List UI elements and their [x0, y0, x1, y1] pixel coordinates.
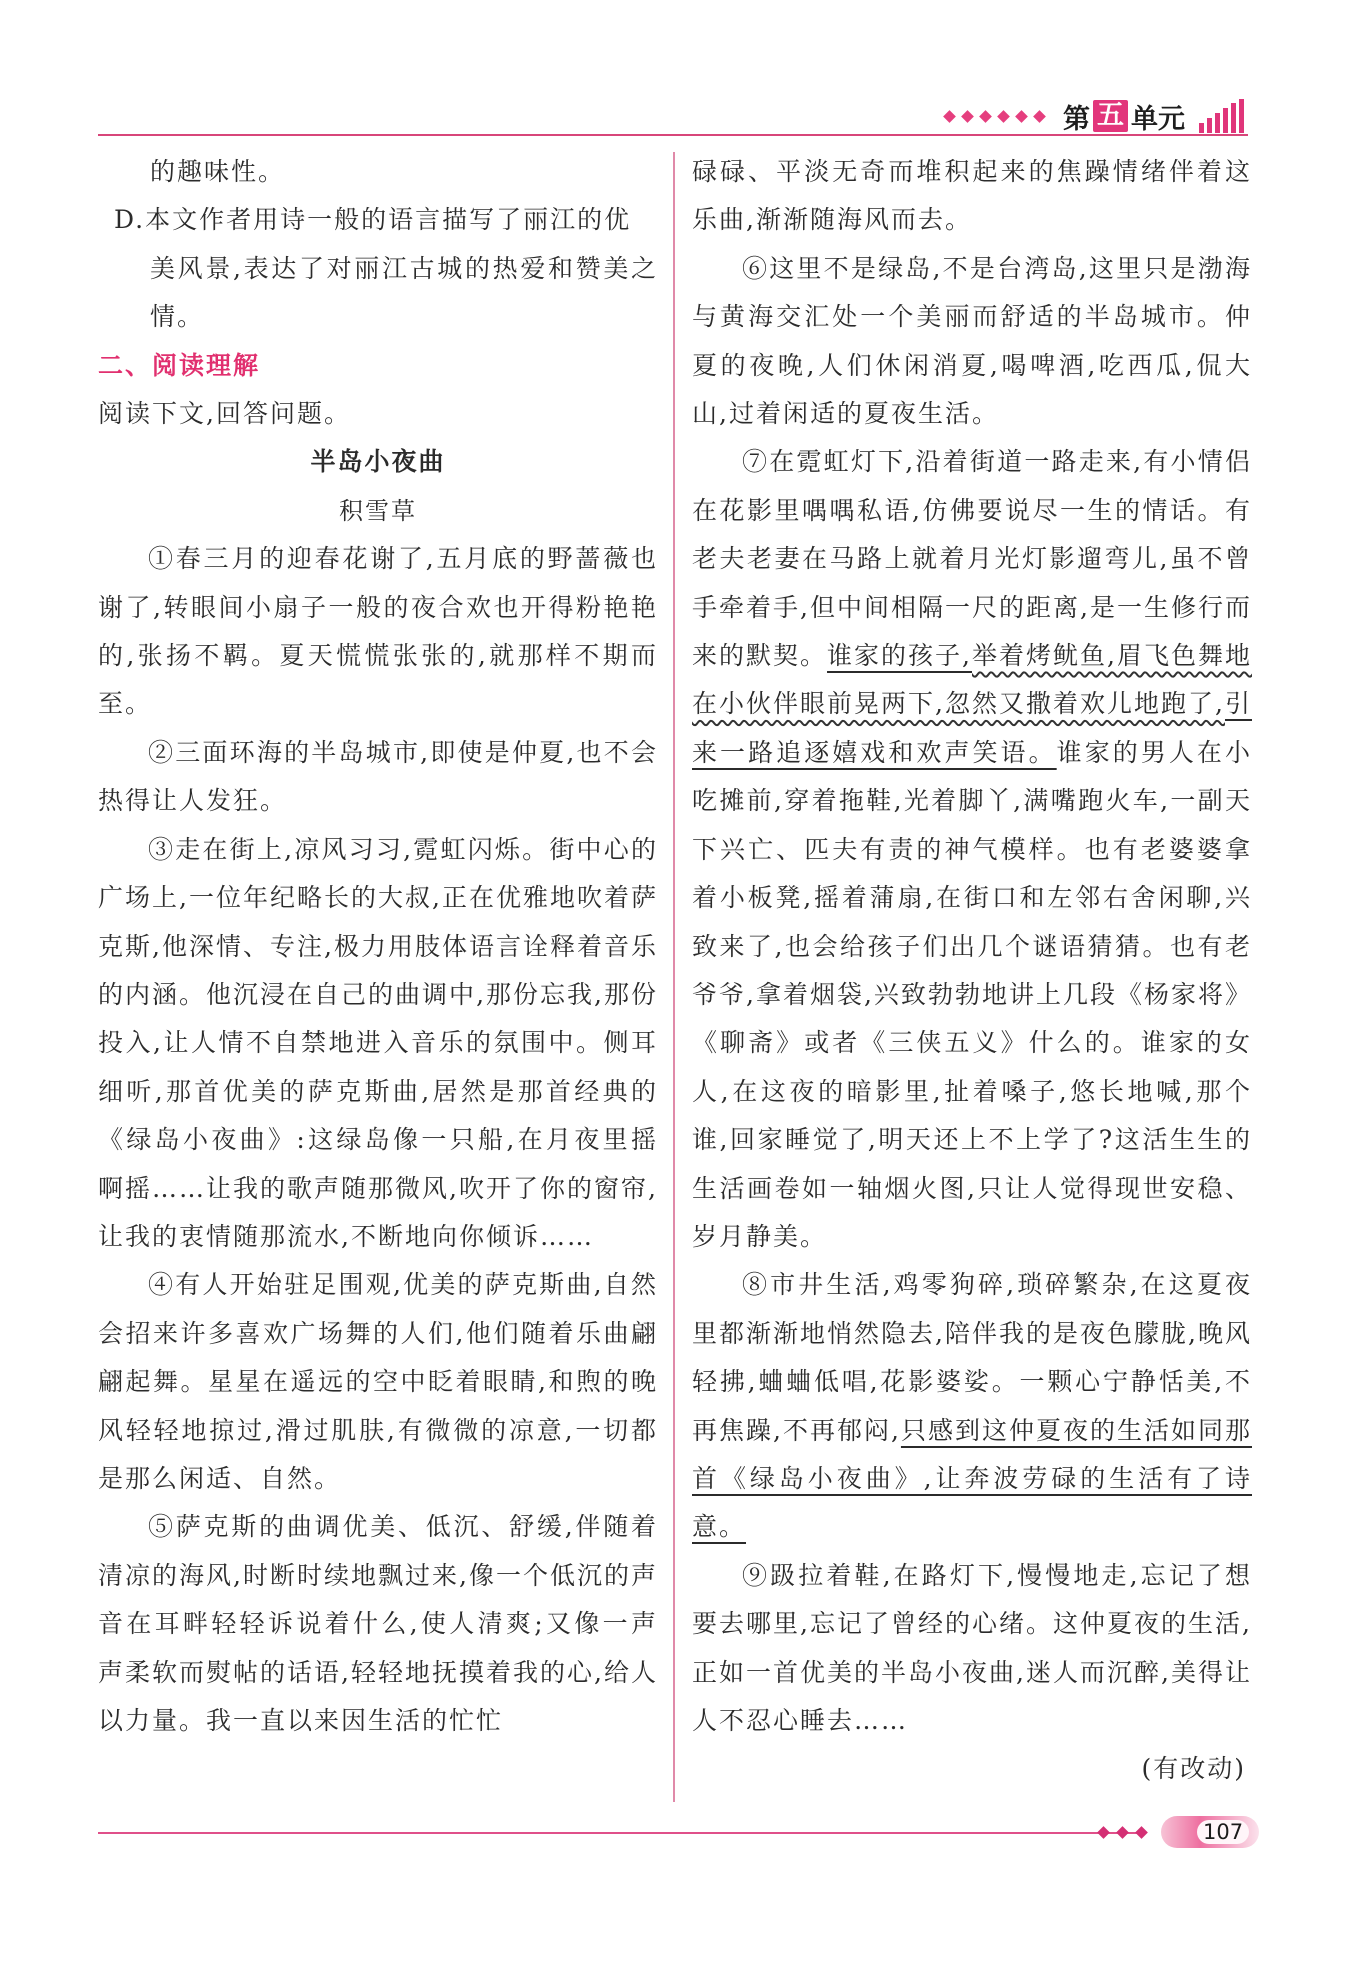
paragraph-7	[692, 438, 1252, 1261]
option-d-line2: 美风景,表达了对丽江古城的热爱和赞美之情。	[150, 253, 658, 332]
source-note: (有改动)	[1141, 1754, 1246, 1784]
paragraph-5-continuation: 碌碌、平淡无奇而堆积起来的焦躁情绪伴着这乐曲,渐渐随海风而去。	[692, 157, 1252, 235]
paragraph-7-underline-straight-2: 引来一路追逐嬉戏和欢声笑语。	[692, 689, 1252, 767]
article-title: 半岛小夜曲	[310, 447, 446, 477]
paragraph-1: ①春三月的迎春花谢了,五月底的野蔷薇也谢了,转眼间小扇子一般的夜合欢也开得粉艳艳的,张扬不羁。夏天慌慌张张的,就那样不期而至。	[98, 544, 658, 719]
paragraph-4: ④有人开始驻足围观,优美的萨克斯曲,自然会招来许多喜欢广场舞的人们,他们随着乐曲翩翩起舞。星星在遥远的空中眨着眼睛,和煦的晚风轻轻地掠过,滑过肌肤,有微微的凉意,一切都是那么闲适、自然。	[98, 1270, 658, 1493]
column-divider	[673, 152, 675, 1802]
page-number-badge	[1161, 1816, 1259, 1848]
paragraph-5: ⑤萨克斯的曲调优美、低沉、舒缓,伴随着清凉的海风,时断时续地飘过来,像一个低沉的声音在耳畔轻轻诉说着什么,使人清爽;又像一声声柔软而熨帖的话语,轻轻地抚摸着我的心,给人以力量。我一直以来因生活的忙忙	[98, 1512, 658, 1735]
option-d-line1: D.本文作者用诗一般的语言描写了丽江的优	[114, 205, 632, 235]
unit-number: 五	[1093, 100, 1128, 132]
footer-rule	[98, 1832, 1138, 1834]
right-column	[692, 148, 1252, 1794]
page-number: 107	[1197, 1820, 1249, 1844]
article-author: 积雪草	[339, 496, 417, 525]
paragraph-7-text-a: ⑦在霓虹灯下,沿着街道一路走来,有小情侣在花影里喁喁私语,仿佛要说尽一生的情话。有老夫老妻在马路上就着月光灯影遛弯儿,虽不曾手牵着手,但中间相隔一尺的距离,是一生修行而来的默契。	[692, 447, 1252, 671]
paragraph-7-text-b: 谁家的男人在小吃摊前,穿着拖鞋,光着脚丫,满嘴跑火车,一副天下兴亡、匹夫有责的神气模样。也有老婆婆拿着小板凳,摇着蒲扇,在街口和左邻右舍闲聊,兴致来了,也会给孩子们出几个谜语猜猜。也有老爷爷,拿着烟袋,兴致勃勃地讲上几段《杨家将》《聊斋》或者《三侠五义》什么的。谁家的女人,在这夜的暗影里,扯着嗓子,悠长地喊,那个谁,回家睡觉了,明天还上不上学了?这活生生的生活画卷如一轴烟火图,只让人觉得现世安稳、岁月静美。	[692, 737, 1252, 1251]
paragraph-8-text: ⑧市井生活,鸡零狗碎,琐碎繁杂,在这夏夜里都渐渐地悄然隐去,陪伴我的是夜色朦胧,晚风轻拂,蛐蛐低唱,花影婆娑。一颗心宁静恬美,不再焦躁,不再郁闷,	[692, 1270, 1252, 1445]
section-title: 二、阅读理解	[98, 350, 261, 380]
paragraph-7-underline-wavy: 举着烤鱿鱼,眉飞色舞地在小伙伴眼前晃两下,忽然又撒着欢儿地跑了,	[692, 641, 1252, 719]
paragraph-9: ⑨趿拉着鞋,在路灯下,慢慢地走,忘记了想要去哪里,忘记了曾经的心绪。这仲夏夜的生活,正如一首优美的半岛小夜曲,迷人而沉醉,美得让人不忍心睡去……	[692, 1560, 1252, 1735]
paragraph-7-underline-straight: 谁家的孩子,	[827, 641, 972, 671]
left-column	[98, 148, 658, 1745]
option-c-continuation: 的趣味性。	[150, 157, 286, 186]
footer-decoration	[1096, 1816, 1259, 1848]
paragraph-2: ②三面环海的半岛城市,即使是仲夏,也不会热得让人发狂。	[98, 737, 658, 816]
instruction: 阅读下文,回答问题。	[98, 399, 351, 429]
unit-suffix: 单元	[1131, 103, 1185, 135]
unit-header	[942, 96, 1244, 136]
unit-label	[1063, 97, 1185, 136]
diamond-icon	[1116, 1826, 1129, 1839]
bars-decoration-icon	[1199, 99, 1244, 133]
unit-prefix: 第	[1063, 103, 1090, 135]
diamond-decoration-icon	[942, 112, 1047, 121]
diamond-icon	[1097, 1826, 1110, 1839]
paragraph-6: ⑥这里不是绿岛,不是台湾岛,这里只是渤海与黄海交汇处一个美丽而舒适的半岛城市。仲夏的夜晚,人们休闲消夏,喝啤酒,吃西瓜,侃大山,过着闲适的夏夜生活。	[692, 253, 1252, 429]
diamond-icon	[1135, 1826, 1148, 1839]
paragraph-8-underline: 只感到这仲夏夜的生活如同那首《绿岛小夜曲》,让奔波劳碌的生活有了诗意。	[692, 1415, 1252, 1542]
paragraph-8	[692, 1261, 1252, 1551]
paragraph-3: ③走在街上,凉风习习,霓虹闪烁。街中心的广场上,一位年纪略长的大叔,正在优雅地吹着萨克斯,他深情、专注,极力用肢体语言诠释着音乐的内涵。他沉浸在自己的曲调中,那份忘我,那份投入,让人情不自禁地进入音乐的氛围中。侧耳细听,那首优美的萨克斯曲,居然是那首经典的《绿岛小夜曲》:这绿岛像一只船,在月夜里摇啊摇……让我的歌声随那微风,吹开了你的窗帘,让我的衷情随那流水,不断地向你倾诉……	[98, 834, 658, 1251]
